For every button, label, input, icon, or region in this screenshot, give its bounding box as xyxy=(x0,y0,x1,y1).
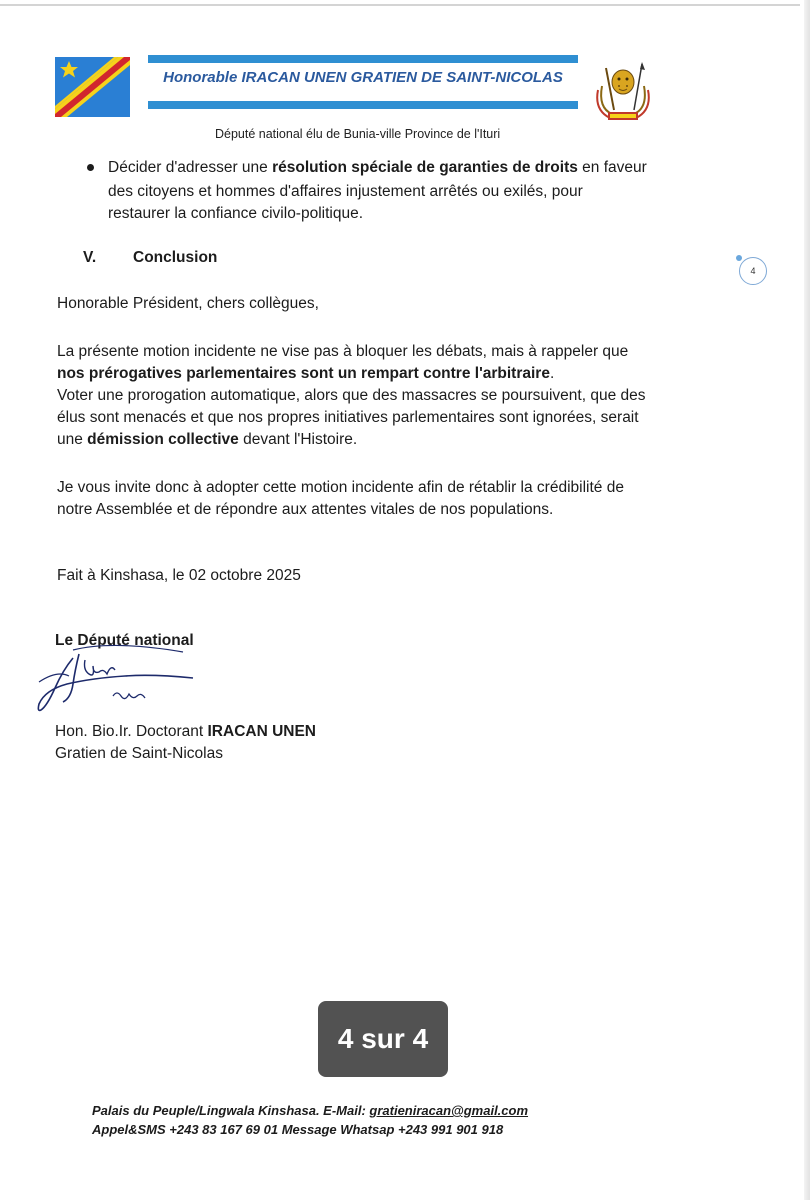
footer-address-line xyxy=(92,1103,528,1118)
section-title: Conclusion xyxy=(133,249,218,266)
footer-address: Palais du Peuple/Lingwala Kinshasa. E-Mail: xyxy=(92,1103,370,1118)
bullet-line-3: restaurer la confiance civilo-politique. xyxy=(108,205,364,222)
para1-line-3: Voter une prorogation automatique, alors que des massacres se poursuivent, que des xyxy=(57,387,646,404)
page-marker-dot xyxy=(736,255,742,261)
banner-title: Honorable IRACAN UNEN GRATIEN DE SAINT-NICOLAS xyxy=(163,69,563,86)
bullet-line-2: des citoyens et hommes d'affaires injustement arrêtés ou exilés, pour xyxy=(108,183,583,200)
page-count-badge: 4 sur 4 xyxy=(318,1001,448,1077)
para2-line-1: Je vous invite donc à adopter cette motion incidente afin de rétablir la crédibilité de xyxy=(57,479,624,496)
footer-email-link[interactable]: gratieniracan@gmail.com xyxy=(369,1103,529,1118)
para1-line-1: La présente motion incidente ne vise pas à bloquer les débats, mais à rappeler que xyxy=(57,343,629,360)
para1-text: devant l'Histoire. xyxy=(238,431,358,448)
drc-flag-icon xyxy=(55,57,130,117)
handwritten-signature xyxy=(33,640,203,720)
banner-bottom-bar xyxy=(148,101,578,109)
bullet-icon xyxy=(87,164,94,171)
salutation: Honorable Président, chers collègues, xyxy=(57,295,319,312)
para1-text: . xyxy=(549,365,555,382)
coat-of-arms-icon xyxy=(588,60,658,126)
para1-line-5 xyxy=(57,429,357,450)
signatory-surname: IRACAN UNEN xyxy=(207,723,316,740)
para1-line-2 xyxy=(57,363,554,384)
page-top-edge xyxy=(0,4,800,6)
bullet-text-regular: Décider d'adresser une xyxy=(108,159,273,176)
signatory-name xyxy=(55,721,316,742)
header-banner xyxy=(148,55,578,112)
para1-text: une xyxy=(57,431,88,448)
signatory-name-line-2: Gratien de Saint-Nicolas xyxy=(55,745,223,762)
bullet-line-1 xyxy=(108,157,647,178)
page-number-marker: 4 xyxy=(739,257,767,285)
section-number: V. xyxy=(83,249,97,266)
date-line: Fait à Kinshasa, le 02 octobre 2025 xyxy=(57,567,301,584)
banner-top-bar xyxy=(148,55,578,63)
para2-line-2: notre Assemblée et de répondre aux attentes vitales de nos populations. xyxy=(57,501,554,518)
para1-bold-text: nos prérogatives parlementaires sont un rempart contre l'arbitraire xyxy=(57,365,550,382)
para1-line-4: élus sont menacés et que nos propres initiatives parlementaires sont ignorées, serait xyxy=(57,409,639,426)
signatory-role: Le Député national xyxy=(55,632,194,649)
page-right-edge xyxy=(804,0,810,1200)
bullet-text-bold: résolution spéciale de garanties de droits xyxy=(272,159,578,176)
footer-phone-line: Appel&SMS +243 83 167 69 01 Message Whatsap +243 991 901 918 xyxy=(92,1122,504,1137)
para1-bold-text: démission collective xyxy=(87,431,239,448)
signatory-title: Hon. Bio.Ir. Doctorant xyxy=(55,723,208,740)
bullet-text-regular: en faveur xyxy=(577,159,647,176)
header-subtitle: Député national élu de Bunia-ville Province de l'Ituri xyxy=(215,127,501,141)
